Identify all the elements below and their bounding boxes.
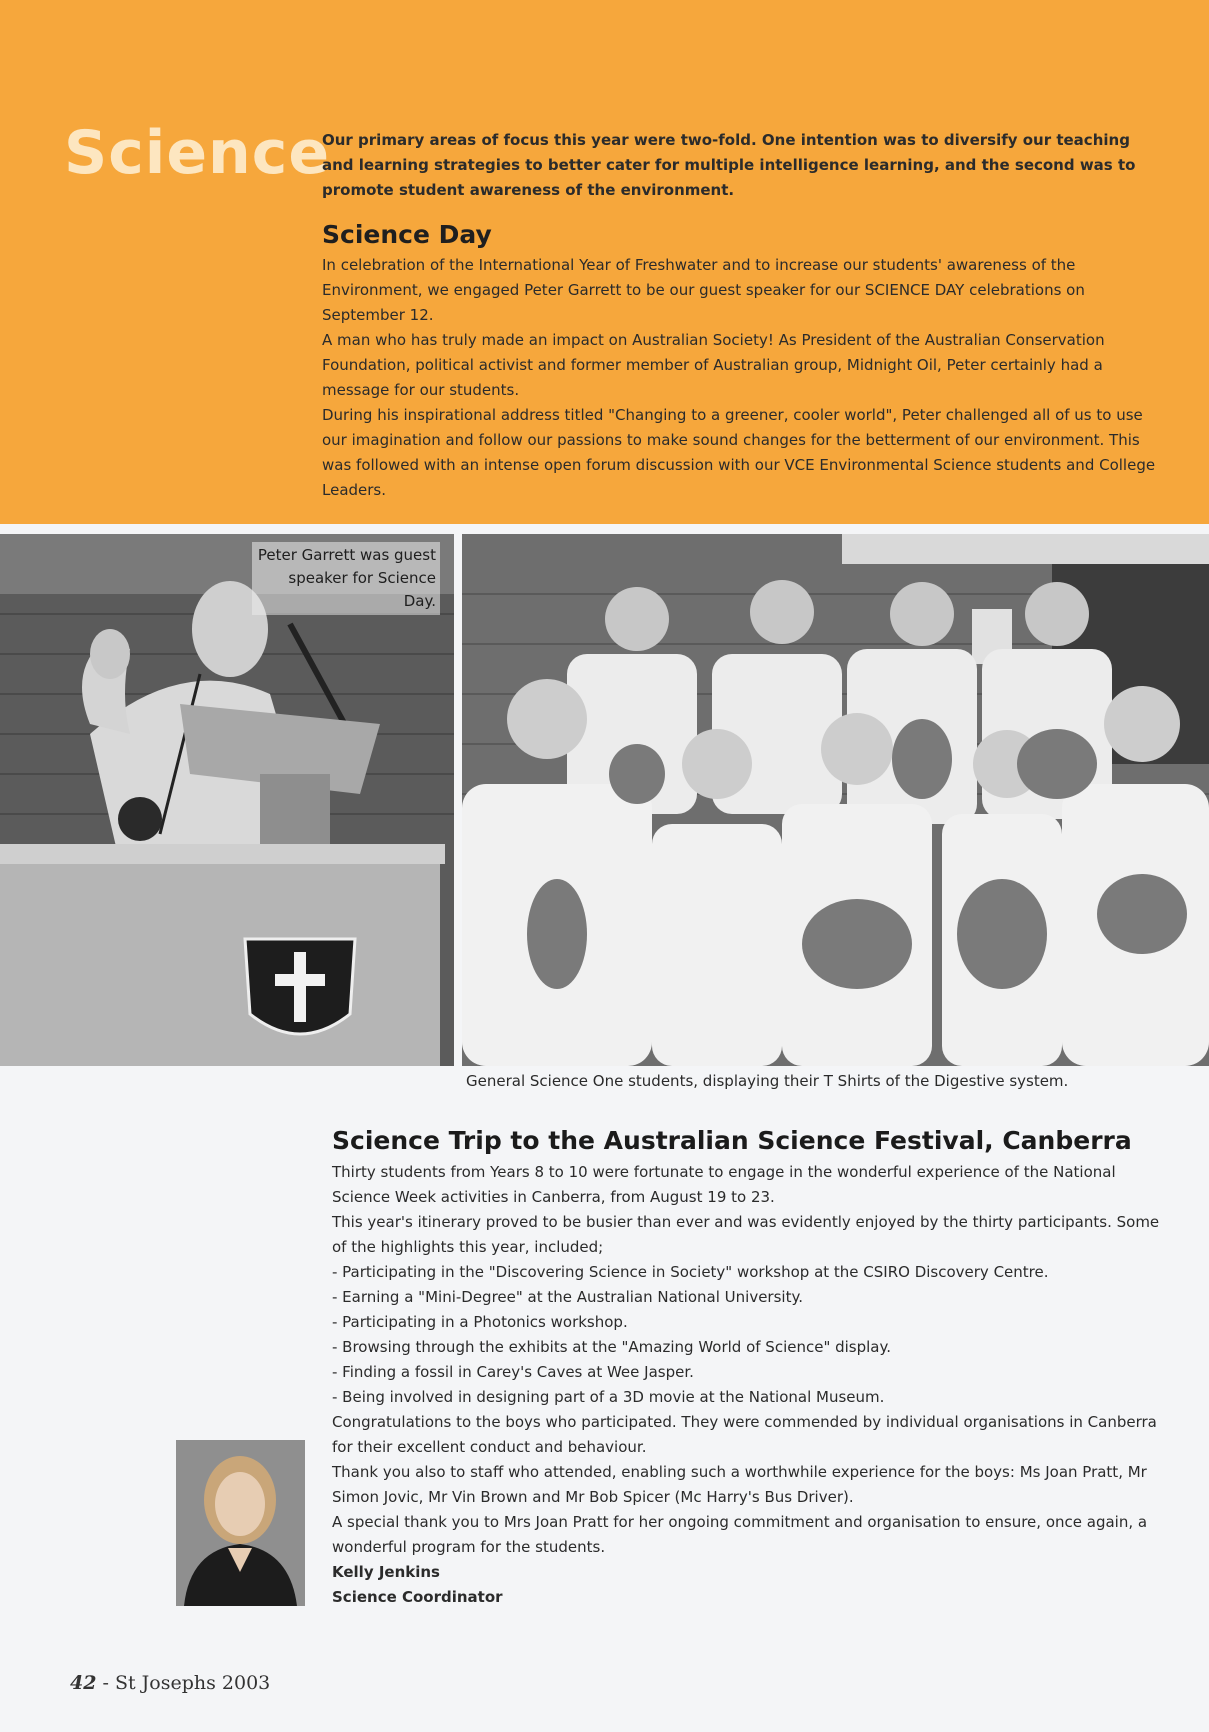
speaker-photo-caption: Peter Garrett was guest speaker for Science Day. [252, 542, 440, 615]
students-photo [462, 534, 1209, 1066]
trip-highlight: - Finding a fossil in Carey's Caves at Wee Jasper. [332, 1363, 694, 1381]
science-trip-body [332, 1160, 1162, 1610]
trip-highlight: - Participating in the "Discovering Science in Society" workshop at the CSIRO Discovery Centre. [332, 1263, 1049, 1281]
page-number: 42 [70, 1672, 97, 1694]
trip-line: This year's itinerary proved to be busier than ever and was evidently enjoyed by the thirty participants. Some of the highlights this year, included; [332, 1213, 1160, 1256]
students-photo-illustration [462, 534, 1209, 1066]
science-day-heading: Science Day [322, 220, 492, 249]
intro-paragraph: Our primary areas of focus this year were two-fold. One intention was to diversify our teaching and learning strategies to better cater for multiple intelligence learning, and the second was to promote student awareness of the environment. [322, 131, 1136, 199]
trip-highlight: - Participating in a Photonics workshop. [332, 1313, 628, 1331]
section-title: Science [64, 118, 331, 188]
science-day-paragraph: In celebration of the International Year of Freshwater and to increase our students' awareness of the Environment, we engaged Peter Garrett to be our guest speaker for our SCIENCE DAY celebrations on September 12. [322, 256, 1085, 324]
signature-role: Science Coordinator [332, 1588, 503, 1606]
science-day-paragraph: A man who has truly made an impact on Australian Society! As President of the Australian Conservation Foundation, political activist and former member of Australian group, Midnight Oil, Peter certainly had a message for our students. [322, 331, 1105, 399]
trip-highlight: - Earning a "Mini-Degree" at the Australian National University. [332, 1288, 803, 1306]
science-day-body [322, 253, 1162, 503]
signature-name: Kelly Jenkins [332, 1563, 440, 1581]
science-trip-heading: Science Trip to the Australian Science Festival, Canberra [332, 1126, 1132, 1155]
publication-name: St Josephs 2003 [114, 1672, 271, 1694]
coordinator-portrait [176, 1440, 305, 1606]
science-day-paragraph: During his inspirational address titled "Changing to a greener, cooler world", Peter challenged all of us to use our imagination and follow our passions to make sound changes for the betterment of our environment. This was followed with an intense open forum discussion with our VCE Environmental Science students and College Leaders. [322, 406, 1156, 499]
page-footer [70, 1672, 270, 1694]
trip-line: Thank you also to staff who attended, enabling such a worthwhile experience for the boys: Ms Joan Pratt, Mr Simon Jovic, Mr Vin Brown and Mr Bob Spicer (Mc Harry's Bus Driver). [332, 1463, 1147, 1506]
trip-highlight: - Being involved in designing part of a 3D movie at the National Museum. [332, 1388, 885, 1406]
students-photo-caption: General Science One students, displaying their T Shirts of the Digestive system. [466, 1072, 1069, 1090]
portrait-illustration [176, 1440, 305, 1606]
trip-line: A special thank you to Mrs Joan Pratt for her ongoing commitment and organisation to ensure, once again, a wonderful program for the students. [332, 1513, 1148, 1556]
speaker-photo [0, 534, 454, 1066]
trip-line: Thirty students from Years 8 to 10 were fortunate to engage in the wonderful experience of the National Science Week activities in Canberra, from August 19 to 23. [332, 1163, 1116, 1206]
trip-line: Congratulations to the boys who participated. They were commended by individual organisations in Canberra for their excellent conduct and behaviour. [332, 1413, 1157, 1456]
trip-highlight: - Browsing through the exhibits at the "Amazing World of Science" display. [332, 1338, 892, 1356]
footer-separator: - [102, 1672, 115, 1694]
